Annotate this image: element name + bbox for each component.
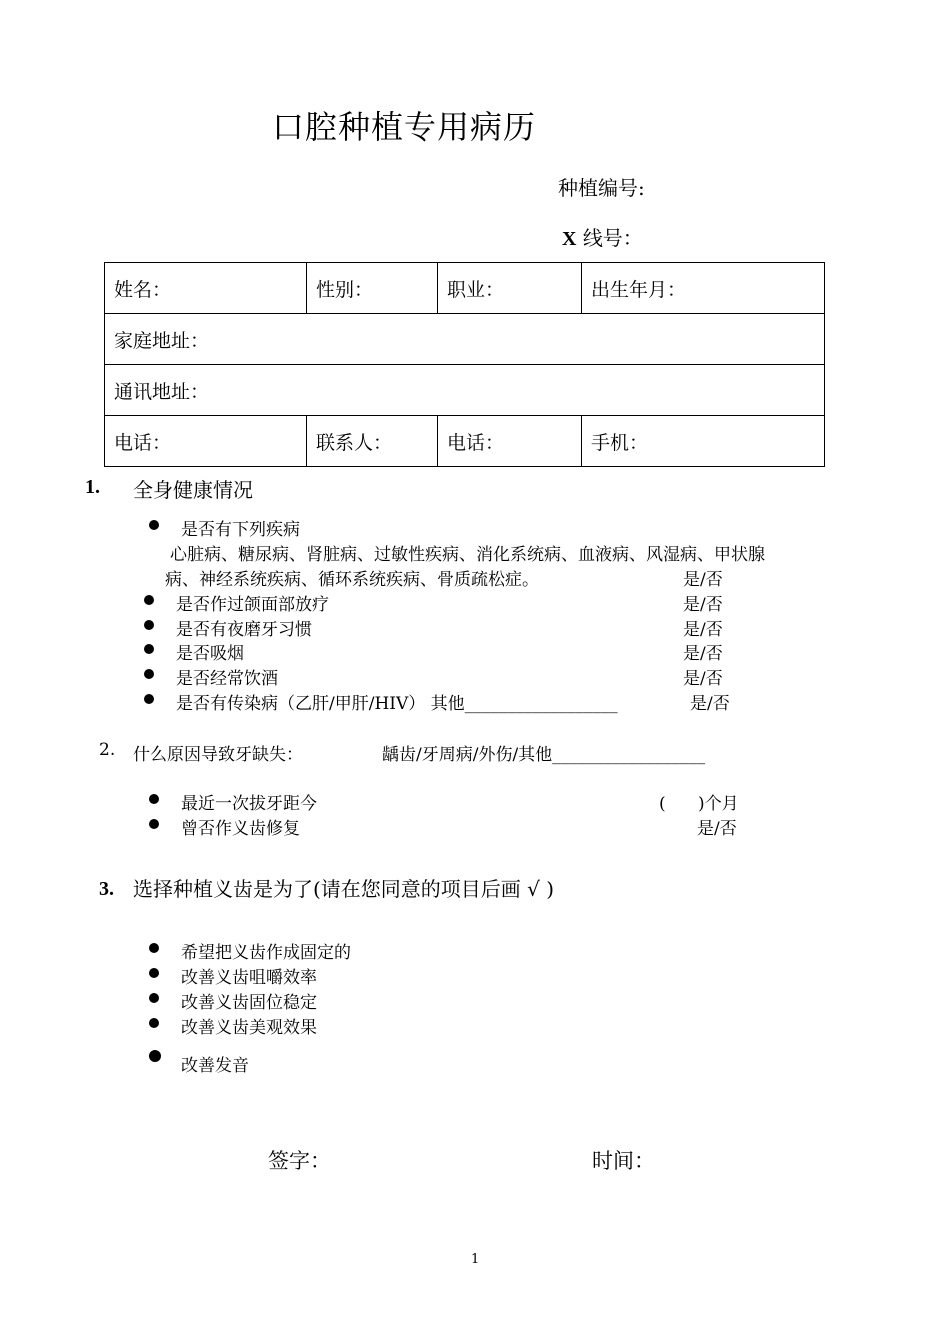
name-cell[interactable]: 姓名： <box>105 263 307 314</box>
section3-number: 3. <box>99 878 114 900</box>
patient-info-table <box>104 262 825 467</box>
tooth-loss-causes[interactable]: 龋齿/牙周病/外伤/其他__________________ <box>382 745 706 765</box>
disease-yes-no[interactable]: 是/否 <box>683 570 723 590</box>
list-item: 是否作过颌面部放疗 <box>176 595 329 615</box>
purpose-option[interactable]: 改善发音 <box>181 1056 249 1076</box>
gender-cell[interactable]: 性别： <box>307 263 438 314</box>
bullet-icon <box>144 694 154 704</box>
signature-label[interactable]: 签字： <box>268 1149 331 1173</box>
purpose-option[interactable]: 改善义齿美观效果 <box>181 1018 317 1038</box>
table-row <box>105 314 825 365</box>
disease-list-line1: 心脏病、糖尿病、肾脏病、过敏性疾病、消化系统病、血液病、风湿病、甲状腺 <box>170 545 765 565</box>
section1-number: 1. <box>85 476 100 498</box>
bullet-icon <box>149 943 159 953</box>
mail-address-cell[interactable]: 通讯地址： <box>105 365 825 416</box>
bullet-icon <box>144 644 154 654</box>
home-address-cell[interactable]: 家庭地址： <box>105 314 825 365</box>
bullet-icon <box>149 520 159 530</box>
section2-number: 2. <box>99 740 116 760</box>
section3-title: 选择种植义齿是为了(请在您同意的项目后画 √ ) <box>133 877 555 901</box>
yes-no-option[interactable]: 是/否 <box>683 620 723 640</box>
bullet-icon <box>149 993 159 1003</box>
bullet-icon <box>144 669 154 679</box>
bullet-icon <box>149 968 159 978</box>
yes-no-option[interactable]: 是/否 <box>690 694 730 714</box>
xray-number-label: 线号： <box>582 226 643 250</box>
bullet-icon <box>144 595 154 605</box>
time-label[interactable]: 时间： <box>592 1149 655 1173</box>
purpose-option[interactable]: 改善义齿咀嚼效率 <box>181 968 317 988</box>
disease-list-line2: 病、神经系统疾病、循环系统疾病、骨质疏松症。 <box>165 570 539 590</box>
bullet-icon <box>149 1050 161 1062</box>
list-item: 是否经常饮酒 <box>176 669 278 689</box>
bullet-icon <box>144 620 154 630</box>
last-extraction-question: 最近一次拔牙距今 <box>181 794 317 814</box>
xray-prefix: X <box>562 228 577 250</box>
section2-title: 什么原因导致牙缺失： <box>133 745 303 765</box>
contact-person-cell[interactable]: 联系人： <box>307 416 438 467</box>
list-item: 是否有传染病（乙肝/甲肝/HIV） 其他__________________ <box>176 694 618 714</box>
page-number: 1 <box>471 1252 480 1267</box>
yes-no-option[interactable]: 是/否 <box>683 644 723 664</box>
table-row <box>105 263 825 314</box>
yes-no-option[interactable]: 是/否 <box>697 819 737 839</box>
bullet-icon <box>149 1018 159 1028</box>
yes-no-option[interactable]: 是/否 <box>683 595 723 615</box>
list-item: 是否吸烟 <box>176 644 244 664</box>
months-field[interactable]: ( )个月 <box>659 794 739 814</box>
purpose-option[interactable]: 改善义齿固位稳定 <box>181 993 317 1013</box>
phone-cell[interactable]: 电话： <box>105 416 307 467</box>
disease-question: 是否有下列疾病 <box>181 520 300 540</box>
table-row <box>105 416 825 467</box>
bullet-icon <box>149 794 159 804</box>
denture-repair-question: 曾否作义齿修复 <box>181 819 300 839</box>
birth-date-cell[interactable]: 出生年月： <box>582 263 825 314</box>
xray-number-line <box>562 222 643 251</box>
page-title: 口腔种植专用病历 <box>272 108 537 146</box>
yes-no-option[interactable]: 是/否 <box>683 669 723 689</box>
bullet-icon <box>149 819 159 829</box>
contact-phone-cell[interactable]: 电话： <box>438 416 582 467</box>
list-item: 是否有夜磨牙习惯 <box>176 620 312 640</box>
purpose-option[interactable]: 希望把义齿作成固定的 <box>181 943 351 963</box>
occupation-cell[interactable]: 职业： <box>438 263 582 314</box>
table-right-border <box>824 262 827 466</box>
table-row <box>105 365 825 416</box>
section1-title: 全身健康情况 <box>133 478 253 502</box>
implant-number-label: 种植编号: <box>558 176 645 200</box>
mobile-cell[interactable]: 手机： <box>582 416 825 467</box>
